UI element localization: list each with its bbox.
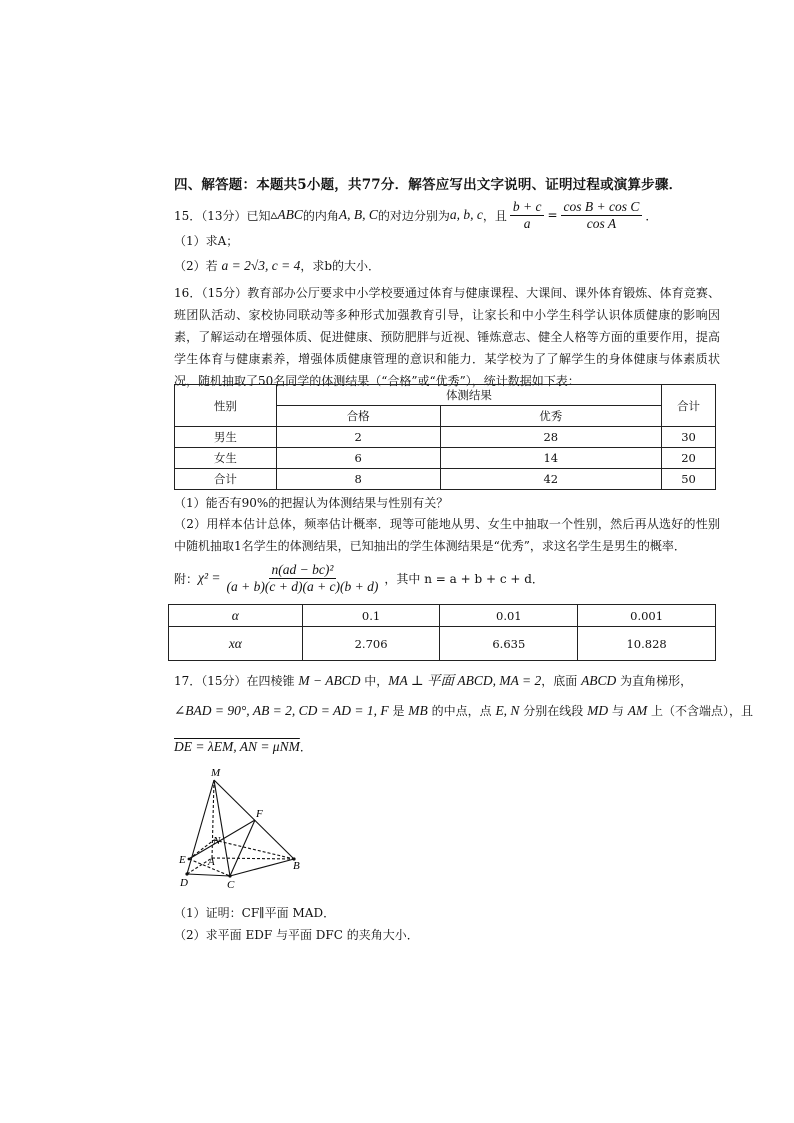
q17-text: 与: [608, 704, 628, 718]
q17-text: 分别在线段: [519, 704, 588, 718]
q17-math: MA ⊥ 平面 ABCD, MA = 2: [388, 673, 542, 688]
alpha-value: 0.1: [302, 605, 440, 627]
cell-total: 20: [662, 448, 716, 469]
q15-fraction-left: [510, 199, 545, 232]
table-row: [175, 427, 716, 448]
cell-pass: 2: [276, 427, 440, 448]
label-B: B: [293, 860, 300, 872]
frac-denominator: cos A: [586, 215, 617, 231]
q16-data-table: [174, 384, 716, 490]
cell-total: 50: [662, 469, 716, 490]
q17-text: 中，: [360, 674, 389, 688]
section-title: 四、解答题：本题共5小题，共77分．解答应写出文字说明、证明过程或演算步骤．: [174, 177, 683, 193]
q17-math: AM: [627, 703, 648, 718]
cell-excellent: 14: [440, 448, 662, 469]
frac-numerator: n(ad − bc)²: [269, 562, 337, 579]
q15-part2-math: a = 2√3, c = 4: [221, 258, 301, 273]
q17-text: ．: [299, 740, 312, 754]
q17-math: MB: [408, 703, 428, 718]
q16-part2: （2）用样本估计总体，频率估计概率．现等可能地从男、女生中抽取一个性别，然后再从选好的性别中随机抽取1名学生的体测结果，已知抽出的学生体测结果是“优秀”，求这名学生是男生的概率．: [174, 517, 720, 553]
q17-line3: [174, 738, 312, 755]
q16-appendix: [174, 558, 544, 598]
q15-end: ．: [645, 208, 658, 223]
cell-pass: 6: [276, 448, 440, 469]
edge-MB: [214, 780, 294, 859]
alpha-label: α: [169, 605, 303, 627]
x-alpha-value: 6.635: [440, 627, 578, 661]
q17-part2: （2）求平面 EDF 与平面 DFC 的夹角大小．: [174, 928, 419, 942]
chi-square-symbol: χ² =: [198, 570, 221, 585]
label-D: D: [180, 877, 188, 889]
q16-part1: （1）能否有90%的把握认为体测结果与性别有关？: [174, 496, 449, 510]
label-M: M: [211, 767, 221, 779]
q17-math: M − ABCD: [298, 673, 361, 688]
x-alpha-value: 10.828: [578, 627, 716, 661]
edge-CB: [230, 859, 294, 876]
q15-sides: a, b, c: [449, 207, 483, 222]
q17-math: ABCD: [581, 673, 617, 688]
edge-AB: [212, 858, 294, 859]
header-excellent: 优秀: [440, 406, 662, 427]
q15-statement: [174, 197, 657, 233]
q17-math: MD: [587, 703, 609, 718]
header-pass: 合格: [276, 406, 440, 427]
edge-CF: [230, 820, 255, 876]
q15-part2-post: ，求b的大小．: [300, 259, 381, 273]
q17-text: 上（不含端点），且: [647, 704, 754, 718]
q15-text: 的内角: [302, 208, 339, 223]
q16-intro: 16．（15分）教育部办公厅要求中小学校要通过体育与健康课程、大课间、课外体育锻炼、体育竞赛、班团队活动、家校协同联动等多种形式加强教育引导，让家长和中小学生科学认识体质健康的影响因素，了解运动在增强体质、促进健康、预防肥胖与近视、锤炼意志、健全人格等方面的重要作用，提高学生体育与健康素养，增强体质健康管理的意识和能力．某学校为了了解学生的身体健康与体素质状况，随机抽取了50名同学的体测结果（“合格”或“优秀”），统计数据如下表：: [174, 286, 720, 388]
label-A: A: [208, 856, 215, 868]
frac-numerator: b + c: [510, 199, 545, 216]
label-E: E: [179, 854, 186, 866]
label-N: N: [213, 835, 221, 847]
q17-line1: [174, 669, 692, 689]
table-row: [175, 448, 716, 469]
label-C: C: [227, 879, 235, 891]
q15-triangle: ▵ABC: [270, 207, 303, 222]
x-alpha-label: xα: [169, 627, 303, 661]
q17-text: 为直角梯形，: [616, 674, 693, 688]
q15-part2-pre: （2）若: [174, 259, 222, 273]
q15-text3: ，且: [482, 208, 507, 223]
x-alpha-value: 2.706: [302, 627, 440, 661]
appendix-post: ，其中 n = a + b + c + d．: [384, 571, 544, 586]
q15-part1: （1）求A；: [174, 234, 239, 248]
equals-sign: =: [547, 208, 558, 222]
cell-excellent: 42: [440, 469, 662, 490]
q15-head: 15．（13分）已知: [174, 208, 271, 223]
row-label: 女生: [175, 448, 277, 469]
q17-text: 是: [388, 704, 409, 718]
frac-denominator: a: [523, 215, 531, 231]
header-total: 合计: [662, 385, 716, 427]
row-label: 合计: [175, 469, 277, 490]
alpha-value: 0.01: [440, 605, 578, 627]
q17-line2: [174, 702, 753, 719]
cell-excellent: 28: [440, 427, 662, 448]
table-row: [175, 469, 716, 490]
pyramid-figure: [172, 762, 312, 894]
label-F: F: [256, 808, 263, 820]
q15-angles: A, B, C: [338, 207, 378, 222]
cell-total: 30: [662, 427, 716, 448]
cell-pass: 8: [276, 469, 440, 490]
frac-numerator: cos B + cos C: [561, 199, 643, 216]
alpha-value: 0.001: [578, 605, 716, 627]
edge-DC: [187, 874, 230, 876]
edge-MC: [214, 780, 230, 876]
frac-denominator: (a + b)(c + d)(a + c)(b + d): [226, 578, 379, 594]
q15-part2: [174, 257, 380, 274]
q17-part1: （1）证明：CF∥平面 MAD．: [174, 906, 336, 920]
chi-square-fraction: [224, 562, 382, 595]
row-label: 男生: [175, 427, 277, 448]
appendix-label: 附：: [174, 571, 199, 586]
q17-math: ∠BAD = 90°, AB = 2, CD = AD = 1, F: [174, 703, 389, 718]
header-gender: 性别: [175, 385, 277, 427]
q17-text: 17．（15分）在四棱锥: [174, 674, 299, 688]
q15-text2: 的对边分别为: [377, 208, 450, 223]
q17-vector-math: DE = λEM, AN = μNM: [174, 739, 300, 754]
q16-reference-table: [168, 604, 716, 661]
q17-math: E, N: [495, 703, 520, 718]
q17-text: 的中点，点: [427, 704, 496, 718]
q17-text: ，底面: [541, 674, 582, 688]
header-result: 体测结果: [276, 385, 661, 406]
q15-fraction-right: [561, 199, 643, 232]
